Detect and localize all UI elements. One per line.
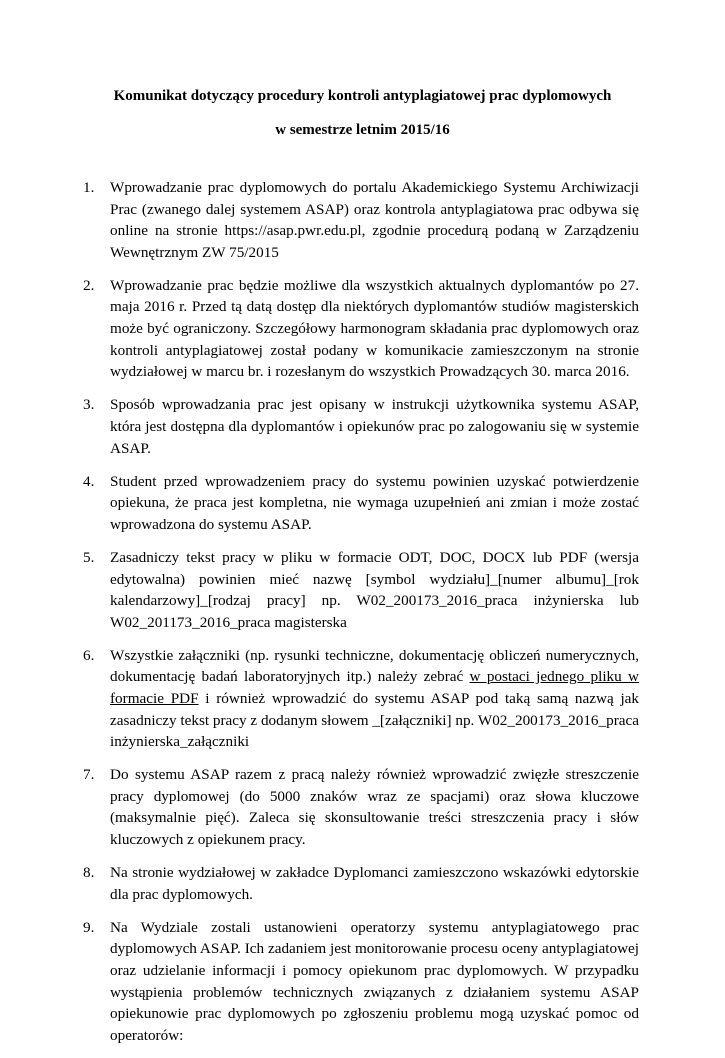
list-item-text: Student przed wprowadzeniem pracy do systemu powinien uzyskać potwierdzenie opiekuna, że praca jest kompletna, nie wymaga uzupełnień ani zmian i może zostać wprowadzona do systemu ASAP. (110, 472, 639, 533)
list-item-number: 1. (83, 179, 95, 196)
list-item (83, 764, 639, 850)
list-item-text: Na Wydziale zostali ustanowieni operatorzy systemu antyplagiatowego prac dyplomowych ASAP. Ich zadaniem jest monitorowanie procesu oceny antyplagiatowej oraz udzielanie informacji i pomocy opiekunom prac dyplomowych. W przypadku wystąpienia problemów technicznych związanych z działaniem systemu ASAP opiekunowie prac dyplomowych po zgłoszeniu problemu mogą uzyskać pomoc od operatorów: (110, 918, 639, 1044)
list-item-number: 7. (83, 766, 95, 784)
list-item-text: Wszystkie załączniki (np. rysunki techniczne, dokumentację obliczeń numerycznych, dokumentację badań laboratoryjnych itp.) należy zebrać (110, 646, 639, 686)
document-title: Komunikat dotyczący procedury kontroli antyplagiatowej prac dyplomowych (113, 88, 612, 104)
list-item-text: Wprowadzanie prac dyplomowych do portalu Akademickiego Systemu Archiwizacji Prac (zwanego dalej systemem ASAP) oraz kontrola antyplagiatowa prac odbywa się online na stronie https://asap.pwr.edu.pl, zgodnie procedurą podaną w Zarządzeniu Wewnętrznym ZW 75/2015 (110, 179, 639, 261)
list-item (83, 471, 639, 536)
list-item-text: Na stronie wydziałowej w zakładce Dyplomanci zamieszczono wskazówki edytorskie dla prac dyplomowych. (110, 864, 639, 903)
underlined-requirement: w postaci jednego pliku w formacie PDF (110, 668, 639, 707)
list-item (83, 394, 639, 459)
list-item (83, 862, 639, 905)
document-subtitle: w semestrze letnim 2015/16 (275, 122, 450, 138)
list-item-number: 4. (83, 472, 95, 490)
list-item (83, 275, 639, 383)
list-item-text: Sposób wprowadzania prac jest opisany w instrukcji użytkownika systemu ASAP, która jest dostępna dla dyplomantów i opiekunów prac po zalogowaniu się w systemie ASAP. (110, 396, 639, 457)
list-item-text: Zasadniczy tekst pracy w pliku w formacie ODT, DOC, DOCX lub PDF (wersja edytowalna) powinien mieć nazwę [symbol wydziału]_[numer albumu]_[rok kalendarzowy]_[rodzaj pracy] np. W02_200173_2016_praca inżynierska lub W02_201173_2016_praca magisterska (110, 548, 639, 631)
list-item (83, 917, 639, 1047)
list-item-number: 5. (83, 548, 95, 566)
list-item-text-continued: i również wprowadzić do systemu ASAP pod taką samą nazwą jak zasadniczy tekst pracy z dodanym słowem _[załączniki] np. W02_200173_2016_praca inżynierska_załączniki (110, 689, 639, 751)
list-item-text: Do systemu ASAP razem z pracą należy również wprowadzić zwięzłe streszczenie pracy dyplomowej (do 5000 znaków wraz ze spacjami) oraz słowa kluczowe (maksymalnie pięć). Zaleca się skonsultowanie treści streszczenia pracy i słów kluczowych z opiekunem pracy. (110, 766, 639, 849)
list-item (83, 547, 639, 633)
list-item-number: 9. (83, 918, 95, 936)
list-item-number: 2. (83, 276, 95, 294)
list-item-number: 3. (83, 396, 95, 414)
procedure-list (83, 177, 639, 1058)
list-item (83, 645, 639, 753)
list-item-number: 6. (83, 646, 95, 664)
list-item-text: Wprowadzanie prac będzie możliwe dla wszystkich aktualnych dyplomantów po 27. maja 2016 r. Przed tą datą dostęp dla niektórych dyplomantów studiów magisterskich może być ograniczony. Szczegółowy harmonogram składania prac dyplomowych oraz kontroli antyplagiatowej został podany w komunikacie zamieszczonym na stronie wydziałowej w marcu br. i rozesłanym do wszystkich Prowadzących 30. marca 2016. (110, 276, 639, 381)
list-item-number: 8. (83, 864, 95, 882)
list-item (83, 177, 639, 263)
